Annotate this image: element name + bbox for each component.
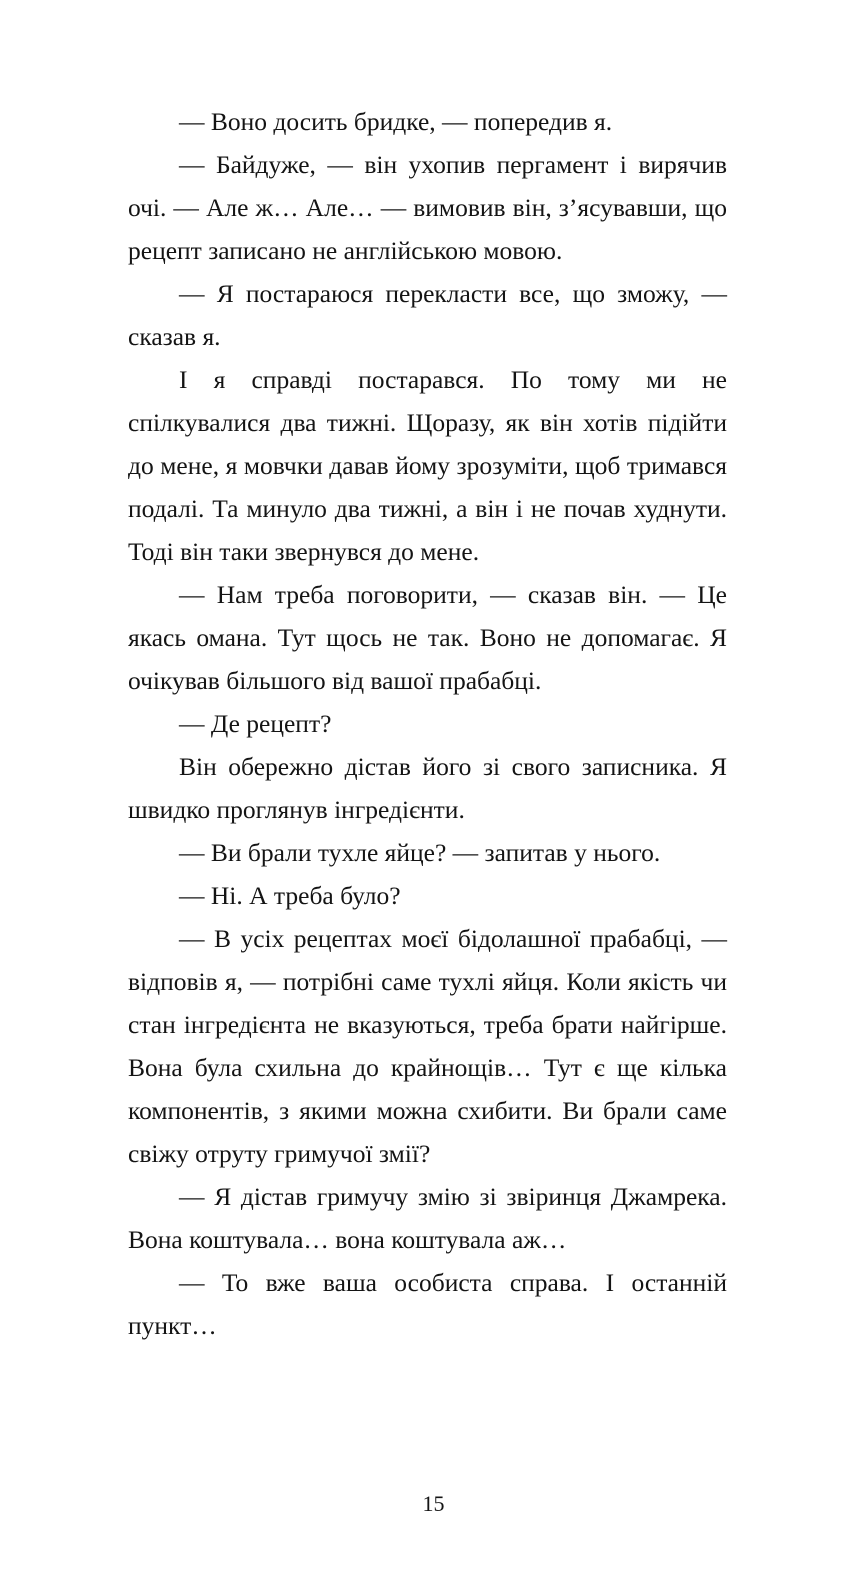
- paragraph: І я справді постарався. По тому ми не спілкувалися два тижні. Щоразу, як він хотів підійти до мене, я мовчки давав йому зрозуміти, щоб тримався подалі. Та минуло два тижні, а він і не почав худнути. Тоді він таки звернувся до мене.: [128, 365, 727, 566]
- paragraph: — То вже ваша особиста справа. І останній пункт…: [128, 1268, 727, 1340]
- paragraph: — Ви брали тухле яйце? — запитав у нього.: [179, 838, 661, 867]
- paragraph: — Я дістав гримучу змію зі звіринця Джамрека. Вона коштувала… вона коштувала аж…: [128, 1182, 727, 1254]
- paragraph: — В усіх рецептах моєї бідолашної прабабці, — відповів я, — потрібні саме тухлі яйця. Коли якість чи стан інгредієнта не вказуються, треба брати найгірше. Вона була схильна до крайнощів… Тут є ще кілька компонентів, з якими можна схибити. Ви брали саме свіжу отруту гримучої змії?: [128, 924, 727, 1168]
- page-number: 15: [422, 1491, 445, 1516]
- paragraph: — Нам треба поговорити, — сказав він. — Це якась омана. Тут щось не так. Воно не допомагає. Я очікував більшого від вашої прабабці.: [128, 580, 727, 695]
- paragraph: — Воно досить бридке, — попередив я.: [179, 107, 613, 136]
- paragraph: — Я постараюся перекласти все, що зможу, — сказав я.: [128, 279, 727, 351]
- paragraph: — Де рецепт?: [179, 709, 332, 738]
- paragraph: — Ні. А треба було?: [179, 881, 401, 910]
- body-text: [128, 100, 727, 1347]
- paragraph: — Байдуже, — він ухопив пергамент і вирячив очі. — Але ж… Але… — вимовив він, з’ясувавши, що рецепт записано не англійською мовою.: [128, 150, 727, 265]
- paragraph: Він обережно дістав його зі свого записника. Я швидко проглянув інгредієнти.: [128, 752, 727, 824]
